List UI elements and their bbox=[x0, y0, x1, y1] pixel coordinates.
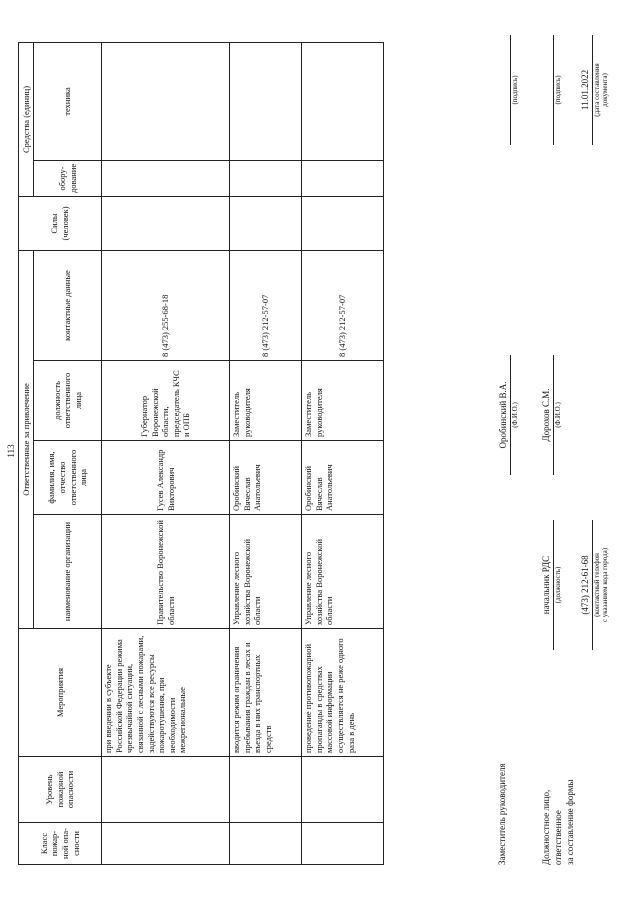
person-cell: Оробинский Вячеслав Анатольевич bbox=[230, 441, 302, 515]
danger-level-cell bbox=[230, 757, 302, 823]
danger-level-cell bbox=[302, 757, 384, 823]
header-fire-class: Класс пожар-ной опа-сности bbox=[19, 823, 102, 865]
fire-class-cell bbox=[230, 823, 302, 865]
org-cell: Правительство Воронежской области bbox=[102, 515, 230, 629]
fire-response-table bbox=[18, 42, 384, 865]
header-measures: Мероприятия bbox=[19, 629, 102, 757]
equipment-cell bbox=[102, 160, 230, 196]
equipment-cell bbox=[302, 160, 384, 196]
responsible-label-line1: Должностное лицо, bbox=[541, 789, 551, 865]
date-caption-line1: (дата составления bbox=[593, 63, 601, 117]
deputy-name: Оробинский В.А. bbox=[498, 381, 508, 449]
header-forces: Силы (человек) bbox=[19, 196, 102, 250]
fire-class-cell bbox=[302, 823, 384, 865]
responsible-signature-caption: (подпись) bbox=[554, 75, 562, 105]
deputy-fio-caption: (Ф.И.О.) bbox=[511, 402, 519, 428]
header-responsible-group: Ответственные за привлечение bbox=[19, 250, 34, 628]
date-caption-line2: документа) bbox=[601, 73, 609, 107]
responsible-name: Дорохов С.М. bbox=[541, 388, 551, 442]
table-row bbox=[102, 42, 230, 864]
document-date: 11.01.2022 bbox=[580, 69, 590, 111]
responsible-position: начальник РДС bbox=[541, 555, 551, 615]
responsible-label-line3: за составление формы bbox=[565, 779, 575, 865]
danger-level-cell bbox=[102, 757, 230, 823]
person-cell: Гусев Александр Викторович bbox=[102, 441, 230, 515]
table-row bbox=[230, 42, 302, 864]
header-equipment: обору-дование bbox=[34, 160, 102, 196]
vehicles-cell bbox=[302, 42, 384, 160]
header-position: должность ответственного лица bbox=[34, 361, 102, 441]
responsible-label-line2: ответственное bbox=[553, 810, 563, 865]
header-contacts: контактные данные bbox=[34, 250, 102, 360]
table-row bbox=[302, 42, 384, 864]
forces-cell bbox=[302, 196, 384, 250]
fire-class-cell bbox=[102, 823, 230, 865]
contact-phone: (473) 212-61-68 bbox=[580, 555, 590, 615]
header-danger-level: Уровень пожарной опасности bbox=[19, 757, 102, 823]
phone-caption-line2: с указанием кода города) bbox=[601, 547, 609, 623]
deputy-signature-caption: (подпись) bbox=[511, 75, 519, 105]
person-cell: Оробинский Вячеслав Анатольевич bbox=[302, 441, 384, 515]
vehicles-cell bbox=[230, 42, 302, 160]
measure-cell: проведение противопожарной пропаганды в средствах массовой информации осуществляется не реже одного раза в день bbox=[302, 629, 384, 757]
header-means-group: Средства (единиц) bbox=[19, 42, 34, 196]
position-cell: Заместитель руководителя bbox=[302, 361, 384, 441]
deputy-label: Заместитель руководителя bbox=[497, 763, 507, 865]
header-vehicles: техника bbox=[34, 42, 102, 160]
position-caption: (должность) bbox=[554, 566, 562, 604]
contacts-cell: 8 (473) 212-57-07 bbox=[302, 250, 384, 360]
page-number: 113 bbox=[6, 444, 16, 458]
equipment-cell bbox=[230, 160, 302, 196]
position-cell: Губернатор Воронежской области, председатель КЧС и ОПБ bbox=[102, 361, 230, 441]
org-cell: Управление лесного хозяйства Воронежской области bbox=[230, 515, 302, 629]
forces-cell bbox=[230, 196, 302, 250]
phone-caption-line1: (контактный телефон bbox=[593, 553, 601, 617]
header-person-name: фамилия, имя, отчество ответственного лица bbox=[34, 441, 102, 515]
contacts-cell: 8 (473) 212-57-07 bbox=[230, 250, 302, 360]
forces-cell bbox=[102, 196, 230, 250]
org-cell: Управление лесного хозяйства Воронежской области bbox=[302, 515, 384, 629]
measure-cell: вводится режим ограничения пребывания граждан в лесах и въезда в них транспортных средств bbox=[230, 629, 302, 757]
header-org-name: наименование организации bbox=[34, 515, 102, 629]
vehicles-cell bbox=[102, 42, 230, 160]
measure-cell: при введении в субъекте Российской Федерации режима чрезвычайной ситуации, связанной с лесными пожарами, задействуются все ресурсы пожаротушения, при необходимости межрегиональные bbox=[102, 629, 230, 757]
contacts-cell: 8 (473) 255-68-18 bbox=[102, 250, 230, 360]
responsible-fio-caption: (Ф.И.О.) bbox=[554, 402, 562, 428]
position-cell: Заместитель руководителя bbox=[230, 361, 302, 441]
